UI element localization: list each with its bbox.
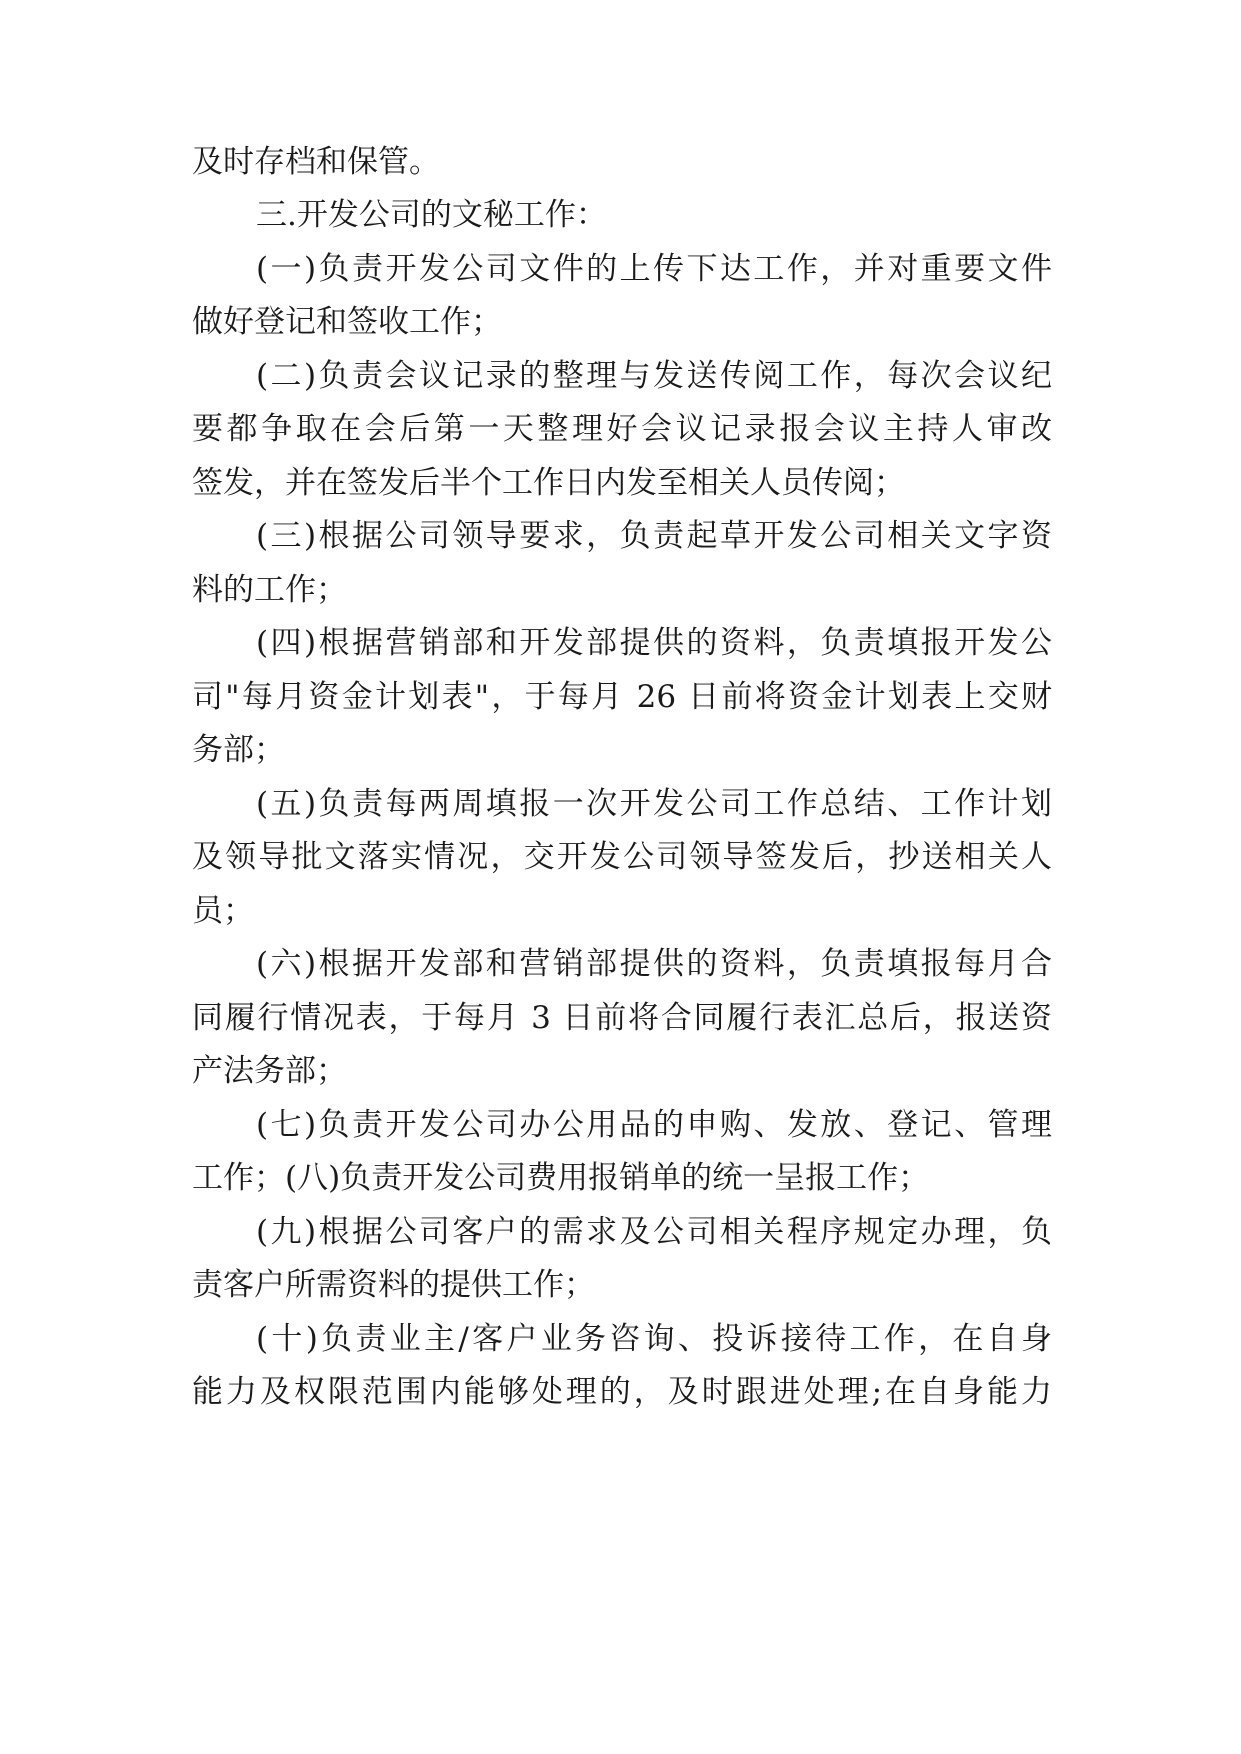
text-line: 签发，并在签发后半个工作日内发至相关人员传阅； (192, 465, 905, 501)
text-line: 要都争取在会后第一天整理好会议记录报会议主持人审改 (192, 411, 1052, 447)
text-line: 务部； (192, 732, 285, 768)
text-line: 司"每月资金计划表"，于每月 26 日前将资金计划表上交财 (192, 679, 1052, 715)
text-line: (九)根据公司客户的需求及公司相关程序规定办理，负 (256, 1214, 1052, 1250)
text-line: (三)根据公司领导要求，负责起草开发公司相关文字资 (256, 518, 1052, 554)
text-line: 做好登记和签收工作； (192, 304, 502, 340)
text-line: 能力及权限范围内能够处理的，及时跟进处理;在自身能力 (192, 1374, 1052, 1410)
text-line: (二)负责会议记录的整理与发送传阅工作，每次会议纪 (256, 358, 1052, 394)
text-line: 员； (192, 893, 254, 929)
text-line: (一)负责开发公司文件的上传下达工作，并对重要文件 (256, 251, 1052, 287)
section-heading: 三.开发公司的文秘工作： (256, 197, 607, 233)
text-line: (七)负责开发公司办公用品的申购、发放、登记、管理 (256, 1107, 1052, 1143)
text-line: 同履行情况表，于每月 3 日前将合同履行表汇总后，报送资 (192, 1000, 1052, 1036)
text-line: 工作；(八)负责开发公司费用报销单的统一呈报工作； (192, 1160, 930, 1196)
text-line: (五)负责每两周填报一次开发公司工作总结、工作计划 (256, 786, 1052, 822)
text-line: 责客户所需资料的提供工作； (192, 1267, 595, 1303)
text-line: (十)负责业主/客户业务咨询、投诉接待工作，在自身 (256, 1321, 1052, 1357)
text-line: 及时存档和保管。 (192, 144, 440, 180)
text-line: 及领导批文落实情况，交开发公司领导签发后，抄送相关人 (192, 839, 1052, 875)
text-line: (六)根据开发部和营销部提供的资料，负责填报每月合 (256, 946, 1052, 982)
text-line: 产法务部； (192, 1053, 347, 1089)
text-line: (四)根据营销部和开发部提供的资料，负责填报开发公 (256, 625, 1052, 661)
text-line: 料的工作； (192, 572, 347, 608)
